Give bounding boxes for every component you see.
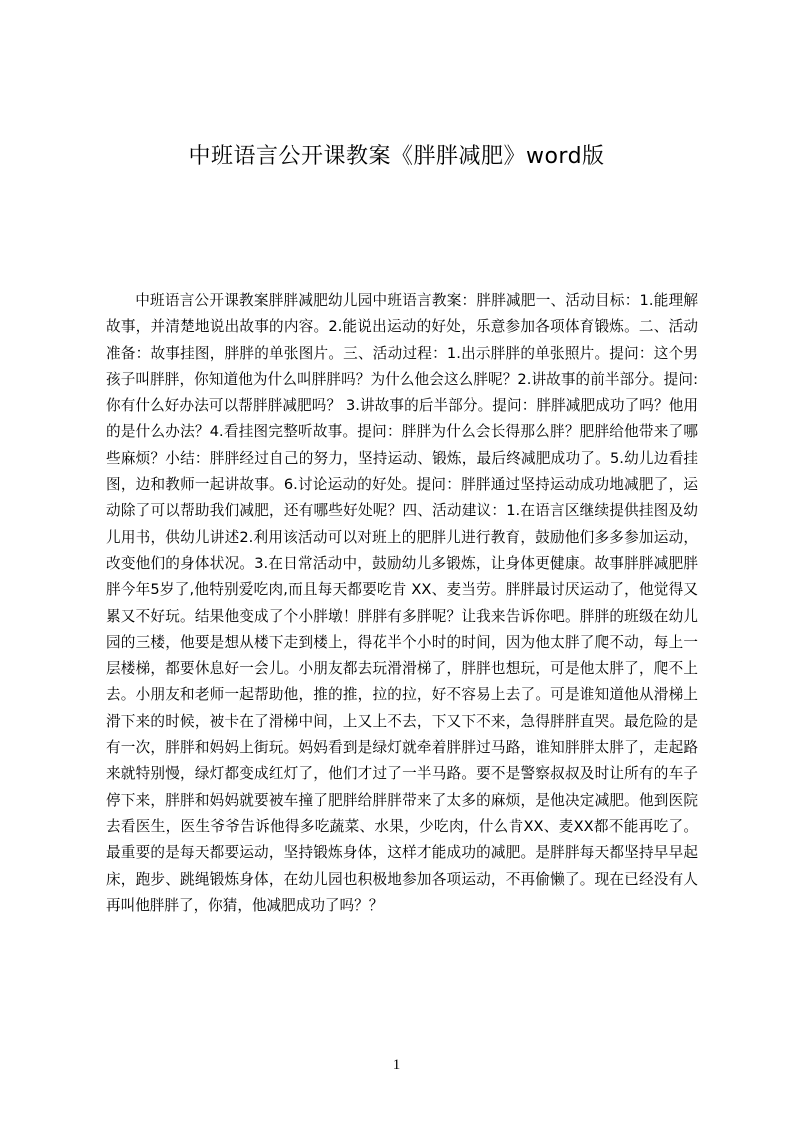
- document-title: 中班语言公开课教案《胖胖减肥》word版: [188, 144, 605, 169]
- document-body-paragraph: 中班语言公开课教案胖胖减肥幼儿园中班语言教案：胖胖减肥一、活动目标：1.能理解故事，并清楚地说出故事的内容。2.能说出运动的好处，乐意参加各项体育锻炼。二、活动准备：故事挂图，胖胖的单张图片。三、活动过程：1.出示胖胖的单张照片。提问：这个男孩子叫胖胖，你知道他为什么叫胖胖吗？为什么他会这么胖呢？2.讲故事的前半部分。提问:你有什么好办法可以帮胖胖减肥吗？ 3.讲故事的后半部分。提问：胖胖减肥成功了吗？他用的是什么办法？4.看挂图完整听故事。提问：胖胖为什么会长得那么胖？肥胖给他带来了哪些麻烦？小结：胖胖经过自己的努力，坚持运动、锻炼，最后终减肥成功了。5.幼儿边看挂图，边和教师一起讲故事。6.讨论运动的好处。提问：胖胖通过坚持运动成功地减肥了，运动除了可以帮助我们减肥，还有哪些好处呢？四、活动建议：1.在语言区继续提供挂图及幼儿用书，供幼儿讲述2.利用该活动可以对班上的肥胖儿进行教育，鼓励他们多多参加运动，改变他们的身体状况。3.在日常活动中，鼓励幼儿多锻炼，让身体更健康。故事胖胖减肥胖胖今年5岁了,他特别爱吃肉,而且每天都要吃肯 XX、麦当劳。胖胖最讨厌运动了，他觉得又累又不好玩。结果他变成了个小胖墩！胖胖有多胖呢？让我来告诉你吧。胖胖的班级在幼儿园的三楼，他要是想从楼下走到楼上，得花半个小时的时间，因为他太胖了爬不动，每上一层楼梯，都要休息好一会儿。小朋友都去玩滑滑梯了，胖胖也想玩，可是他太胖了，爬不上去。小朋友和老师一起帮助他，推的推，拉的拉，好不容易上去了。可是谁知道他从滑梯上滑下来的时候，被卡在了滑梯中间，上又上不去，下又下不来，急得胖胖直哭。最危险的是有一次，胖胖和妈妈上街玩。妈妈看到是绿灯就牵着胖胖过马路，谁知胖胖太胖了，走起路来就特别慢，绿灯都变成红灯了，他们才过了一半马路。要不是警察叔叔及时让所有的车子停下来，胖胖和妈妈就要被车撞了肥胖给胖胖带来了太多的麻烦，是他决定减肥。他到医院去看医生，医生爷爷告诉他得多吃蔬菜、水果，少吃肉，什么肯XX、麦XX都不能再吃了。最重要的是每天都要运动，坚持锻炼身体，这样才能成功的减肥。是胖胖每天都坚持早早起床，跑步、跳绳锻炼身体，在幼儿园也积极地参加各项运动，不再偷懒了。现在已经没有人再叫他胖胖了，你猜，他减肥成功了吗？？: [106, 292, 698, 914]
- page-number: 1: [392, 1057, 401, 1073]
